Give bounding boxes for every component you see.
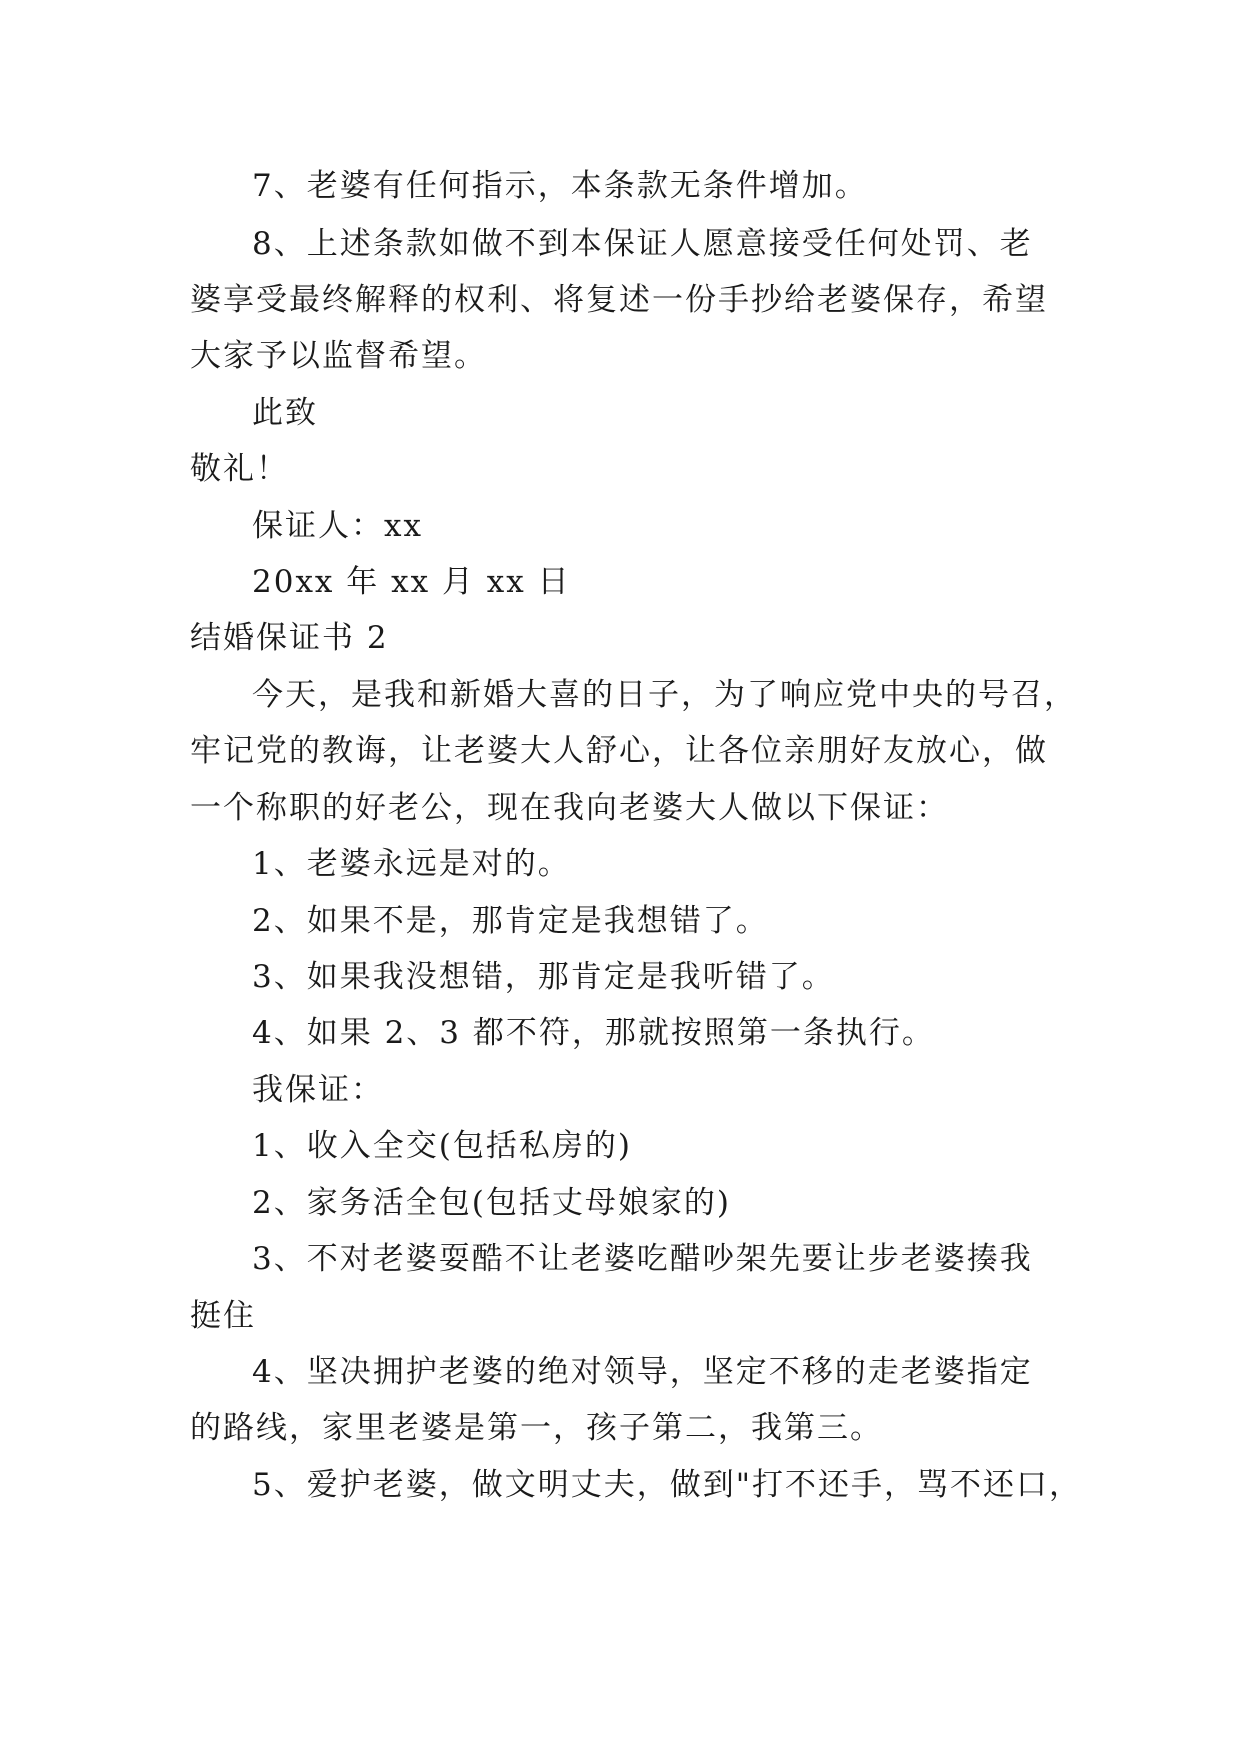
section-title: 结婚保证书 2 xyxy=(190,620,389,656)
signature-date: 20xx 年 xx 月 xx 日 xyxy=(252,564,571,600)
rule-4: 4、如果 2、3 都不符，那就按照第一条执行。 xyxy=(252,1015,935,1051)
intro-line-2: 牢记党的教诲，让老婆大人舒心，让各位亲朋好友放心，做 xyxy=(190,733,1048,769)
pledge-5-line-1: 5、爱护老婆，做文明丈夫，做到"打不还手，骂不还口， xyxy=(252,1467,1082,1503)
guarantor-name: 保证人：xx xyxy=(252,508,423,544)
intro-line-1: 今天，是我和新婚大喜的日子，为了响应党中央的号召， xyxy=(252,677,1077,713)
pledge-2: 2、家务活全包(包括丈母娘家的) xyxy=(252,1185,731,1221)
closing-regards: 敬礼！ xyxy=(190,451,289,487)
rule-2: 2、如果不是，那肯定是我想错了。 xyxy=(252,903,769,939)
pledge-heading: 我保证： xyxy=(252,1072,384,1108)
pledge-3-line-2: 挺住 xyxy=(190,1298,256,1334)
pledge-4-line-1: 4、坚决拥护老婆的绝对领导，坚定不移的走老婆指定 xyxy=(252,1354,1033,1390)
clause-7: 7、老婆有任何指示，本条款无条件增加。 xyxy=(252,168,868,204)
pledge-4-line-2: 的路线，家里老婆是第一，孩子第二，我第三。 xyxy=(190,1410,883,1446)
clause-8-line-1: 8、上述条款如做不到本保证人愿意接受任何处罚、老 xyxy=(252,226,1033,262)
clause-8-line-2: 婆享受最终解释的权利、将复述一份手抄给老婆保存，希望 xyxy=(190,282,1048,318)
pledge-3-line-1: 3、不对老婆耍酷不让老婆吃醋吵架先要让步老婆揍我 xyxy=(252,1241,1033,1277)
clause-8-line-3: 大家予以监督希望。 xyxy=(190,338,487,374)
intro-line-3: 一个称职的好老公，现在我向老婆大人做以下保证： xyxy=(190,790,949,826)
rule-3: 3、如果我没想错，那肯定是我听错了。 xyxy=(252,959,835,995)
pledge-1: 1、收入全交(包括私房的) xyxy=(252,1128,632,1164)
closing-salutation: 此致 xyxy=(252,395,318,431)
rule-1: 1、老婆永远是对的。 xyxy=(252,846,571,882)
